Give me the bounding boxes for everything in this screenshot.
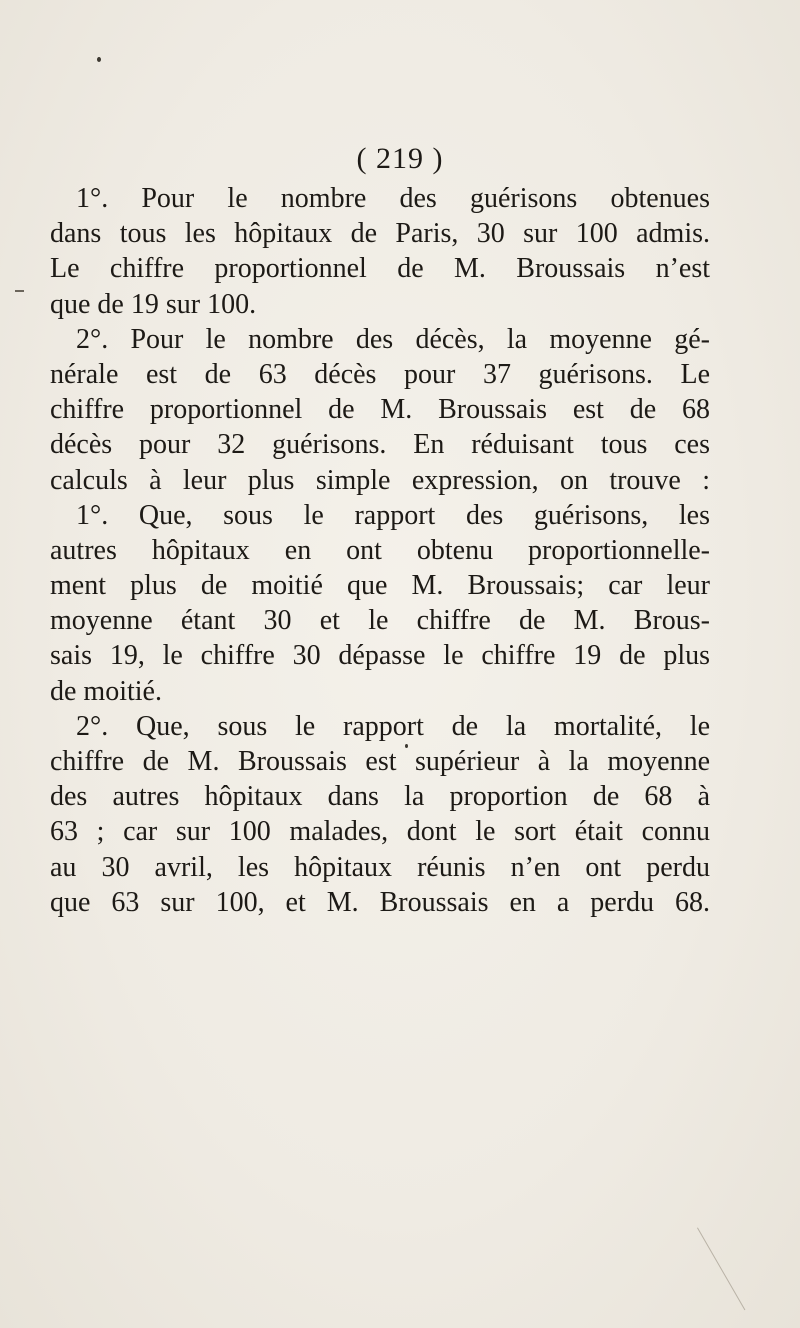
text-line: 1°. Pour le nombre des guérisons obtenues bbox=[76, 183, 710, 214]
text-line: que 63 sur 100, et M. Broussais en a perdu 68. bbox=[50, 886, 710, 918]
text-line: Le chiffre proportionnel de M. Broussais n’est bbox=[50, 253, 710, 285]
text-line: que de 19 sur 100. bbox=[50, 288, 257, 320]
text-line: calculs à leur plus simple expression, on trouve : bbox=[50, 464, 710, 496]
ink-speck bbox=[97, 57, 101, 62]
text-line: au 30 avril, les hôpitaux réunis n’en ont perdu bbox=[50, 851, 710, 883]
text-line: 63 ; car sur 100 malades, dont le sort était connu bbox=[50, 816, 710, 848]
text-line: ment plus de moitié que M. Broussais; car leur bbox=[50, 570, 710, 602]
text-line: autres hôpitaux en ont obtenu proportionnelle- bbox=[50, 534, 710, 566]
text-line: de moitié. bbox=[50, 675, 162, 707]
gutter-crease bbox=[697, 1228, 745, 1311]
page-body-text bbox=[50, 181, 710, 920]
text-line: moyenne étant 30 et le chiffre de M. Brous- bbox=[50, 605, 710, 637]
text-line: chiffre de M. Broussais est supérieur à la moyenne bbox=[50, 746, 710, 777]
text-line: décès pour 32 guérisons. En réduisant tous ces bbox=[50, 429, 710, 461]
text-line: 2°. Pour le nombre des décès, la moyenne gé- bbox=[76, 323, 710, 355]
page-number: ( 219 ) bbox=[356, 142, 444, 175]
text-line: des autres hôpitaux dans la proportion de 68 à bbox=[50, 781, 710, 813]
text-line: dans tous les hôpitaux de Paris, 30 sur 100 admis. bbox=[50, 218, 710, 250]
text-line: chiffre proportionnel de M. Broussais est de 68 bbox=[50, 394, 710, 426]
text-line: 2°. Que, sous le rapport de la mortalité, le bbox=[76, 710, 710, 742]
text-line: 1°. Que, sous le rapport des guérisons, les bbox=[76, 499, 710, 531]
margin-mark bbox=[15, 290, 24, 292]
text-line: nérale est de 63 décès pour 37 guérisons. Le bbox=[50, 358, 710, 390]
text-line: sais 19, le chiffre 30 dépasse le chiffre 19 de plus bbox=[50, 640, 710, 672]
